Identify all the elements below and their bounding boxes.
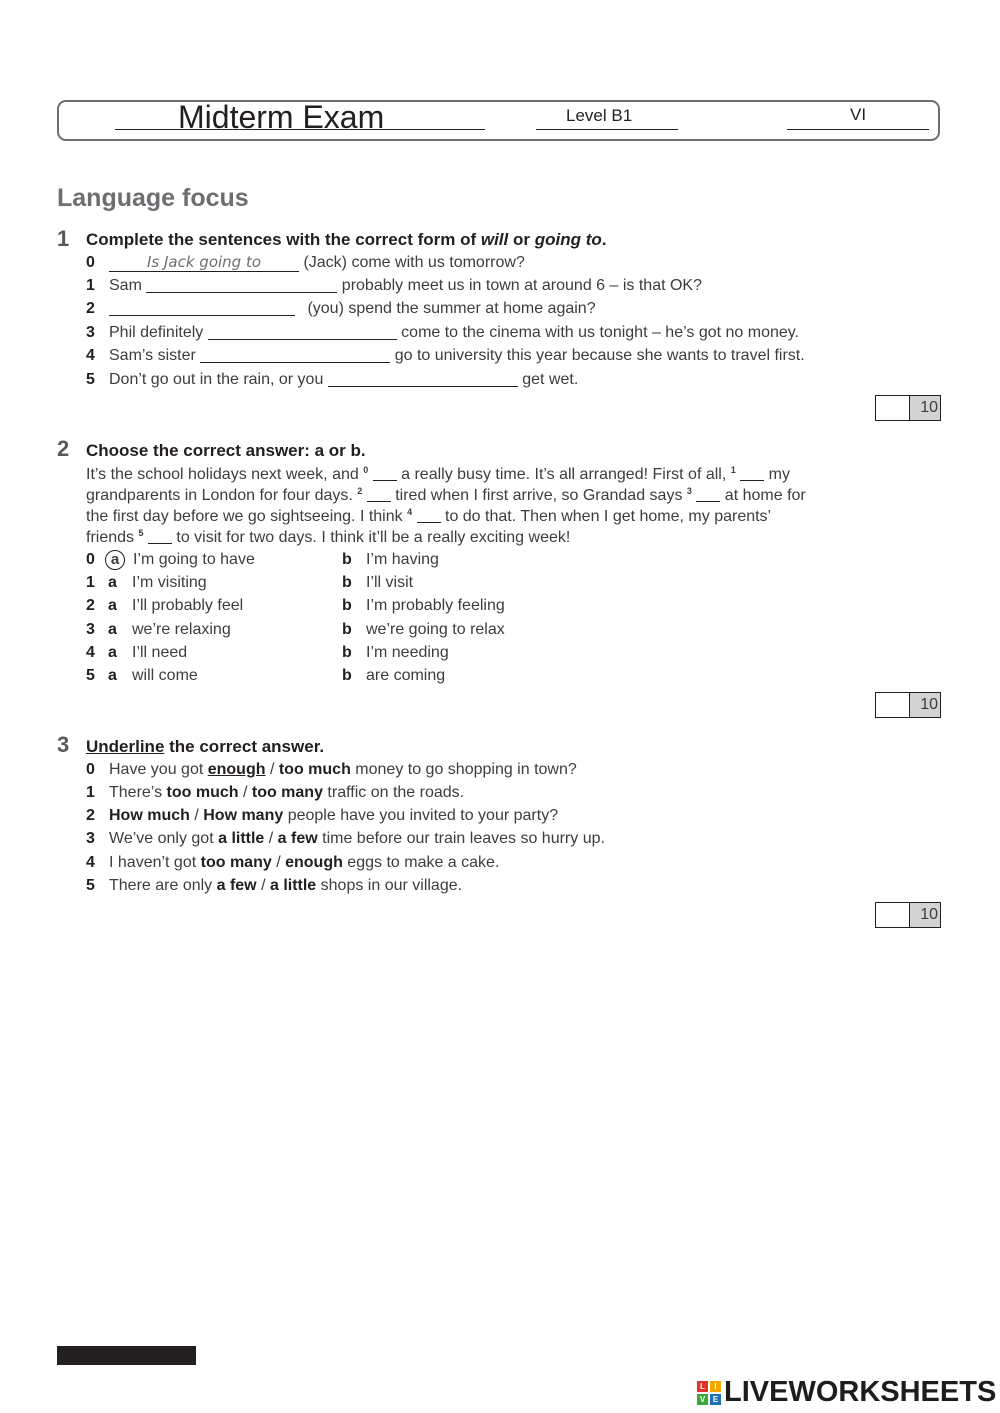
ex3-item-0-option-2[interactable]: too much <box>278 761 351 778</box>
ex2-option-4-a[interactable]: 4 a I’ll need <box>86 644 188 661</box>
class-underline <box>787 129 929 130</box>
level-underline <box>536 129 678 130</box>
ex1-blank-5[interactable] <box>328 370 518 387</box>
exam-title: Midterm Exam <box>178 99 385 135</box>
ex1-item-5: 5 Don’t go out in the rain, or you get wet. <box>86 371 579 388</box>
exercise-3-number: 3 <box>57 732 70 757</box>
ex1-example-answer: Is Jack going to <box>109 254 299 272</box>
ex1-item-4: 4 Sam’s sister go to university this year because she wants to travel first. <box>86 347 805 364</box>
ex3-score-box <box>875 902 941 928</box>
liveworksheets-brand[interactable]: LIVEWORKSHEETS <box>724 1376 997 1408</box>
ex2-gap-1 <box>740 466 764 481</box>
ex3-item-0: 0 Have you got enough / too much money to go shopping in town? <box>86 761 577 778</box>
ex1-item-3: 3 Phil definitely come to the cinema with us tonight – he’s got no money. <box>86 324 800 341</box>
ex3-item-5: 5 There are only a few / a little shops in our village. <box>86 877 463 894</box>
ex3-item-3: 3 We’ve only got a little / a few time before our train leaves so hurry up. <box>86 830 605 847</box>
ex1-score-input[interactable] <box>876 396 910 420</box>
ex3-item-4-option-1[interactable]: too many <box>200 854 272 871</box>
ex1-item-1: 1 Sam probably meet us in town at around 6 – is that OK? <box>86 277 702 294</box>
ex3-item-5-option-2[interactable]: a little <box>269 877 317 894</box>
ex3-item-3-option-1[interactable]: a little <box>218 830 265 847</box>
ex2-option-5-b[interactable]: b are coming <box>342 667 446 684</box>
section-title: Language focus <box>57 184 249 212</box>
ex2-option-3-a[interactable]: 3 a we’re relaxing <box>86 621 231 638</box>
ex2-gap-0 <box>373 466 397 481</box>
exam-level: Level B1 <box>566 106 633 125</box>
ex2-option-5-a[interactable]: 5 a will come <box>86 667 198 684</box>
exercise-2-instruction: Choose the correct answer: a or b. <box>86 441 366 460</box>
ex3-item-3-option-2[interactable]: a few <box>277 830 318 847</box>
exercise-3-instruction: Underline the correct answer. <box>86 737 325 756</box>
liveworksheets-logo-icon: L I V E <box>697 1381 721 1405</box>
exercise-1-instruction: Complete the sentences with the correct form of will or going to. <box>86 230 607 249</box>
footer-bar <box>57 1346 196 1365</box>
ex1-item-2: 2 (you) spend the summer at home again? <box>86 300 596 317</box>
ex3-item-4-option-2[interactable]: enough <box>285 854 343 871</box>
ex1-blank-1[interactable] <box>146 276 337 293</box>
ex2-option-4-b[interactable]: b I’m needing <box>342 644 449 661</box>
ex3-score-input[interactable] <box>876 903 910 927</box>
ex1-score-box <box>875 395 941 421</box>
ex1-score-total: 10 <box>910 396 940 420</box>
ex2-score-box <box>875 692 941 718</box>
ex2-option-0-b[interactable]: b I’m having <box>342 551 439 568</box>
ex1-blank-3[interactable] <box>208 323 397 340</box>
ex3-item-0-option-1[interactable]: enough <box>207 761 266 778</box>
ex2-gap-5 <box>148 529 172 544</box>
ex2-gap-3 <box>696 487 720 502</box>
ex1-blank-4[interactable] <box>200 346 390 363</box>
ex2-option-2-b[interactable]: b I’m probably feeling <box>342 597 505 614</box>
exam-class: VI <box>850 105 867 124</box>
ex2-option-1-b[interactable]: b I’ll visit <box>342 574 414 591</box>
ex2-paragraph: It’s the school holidays next week, and $^0$ a really busy time. It’s all arranged! First of all, $^1$ my grandparents in London for four days. $^2$ tired when I first arrive, so Grandad says $^3$ at home for the first day before we go sightseeing. I think $^4$ to do that. Then when I get home, my parents’ friends $^5$ to visit for two days. I think it’ll be a really exciting week! <box>86 465 806 546</box>
ex3-item-2-option-2[interactable]: How many <box>203 807 284 824</box>
ex2-option-1-a[interactable]: 1 a I’m visiting <box>86 574 207 591</box>
ex2-score-input[interactable] <box>876 693 910 717</box>
ex3-item-4: 4 I haven’t got too many / enough eggs to make a cake. <box>86 854 500 871</box>
ex1-blank-2[interactable] <box>109 299 295 316</box>
ex2-option-2-a[interactable]: 2 a I’ll probably feel <box>86 597 244 614</box>
exercise-2-number: 2 <box>57 436 70 461</box>
ex3-item-1-option-2[interactable]: too many <box>251 784 323 801</box>
ex2-gap-2 <box>367 487 391 502</box>
ex2-option-3-b[interactable]: b we’re going to relax <box>342 621 505 638</box>
ex3-item-1: 1 There’s too much / too many traffic on the roads. <box>86 784 465 801</box>
ex2-gap-4 <box>417 508 441 523</box>
ex2-option-0-a-circled[interactable]: a <box>105 550 125 570</box>
exercise-1-number: 1 <box>57 226 70 251</box>
ex1-item-0: 0 Is Jack going to (Jack) come with us tomorrow? <box>86 253 525 271</box>
ex3-item-5-option-1[interactable]: a few <box>216 877 257 894</box>
ex2-score-total: 10 <box>910 693 940 717</box>
ex3-item-2-option-1[interactable]: How much <box>109 807 190 824</box>
ex2-option-0: 0 a I’m going to have <box>86 551 255 568</box>
ex3-score-total: 10 <box>910 903 940 927</box>
ex3-item-1-option-1[interactable]: too much <box>166 784 239 801</box>
ex3-item-2: 2 How much / How many people have you invited to your party? <box>86 807 559 824</box>
